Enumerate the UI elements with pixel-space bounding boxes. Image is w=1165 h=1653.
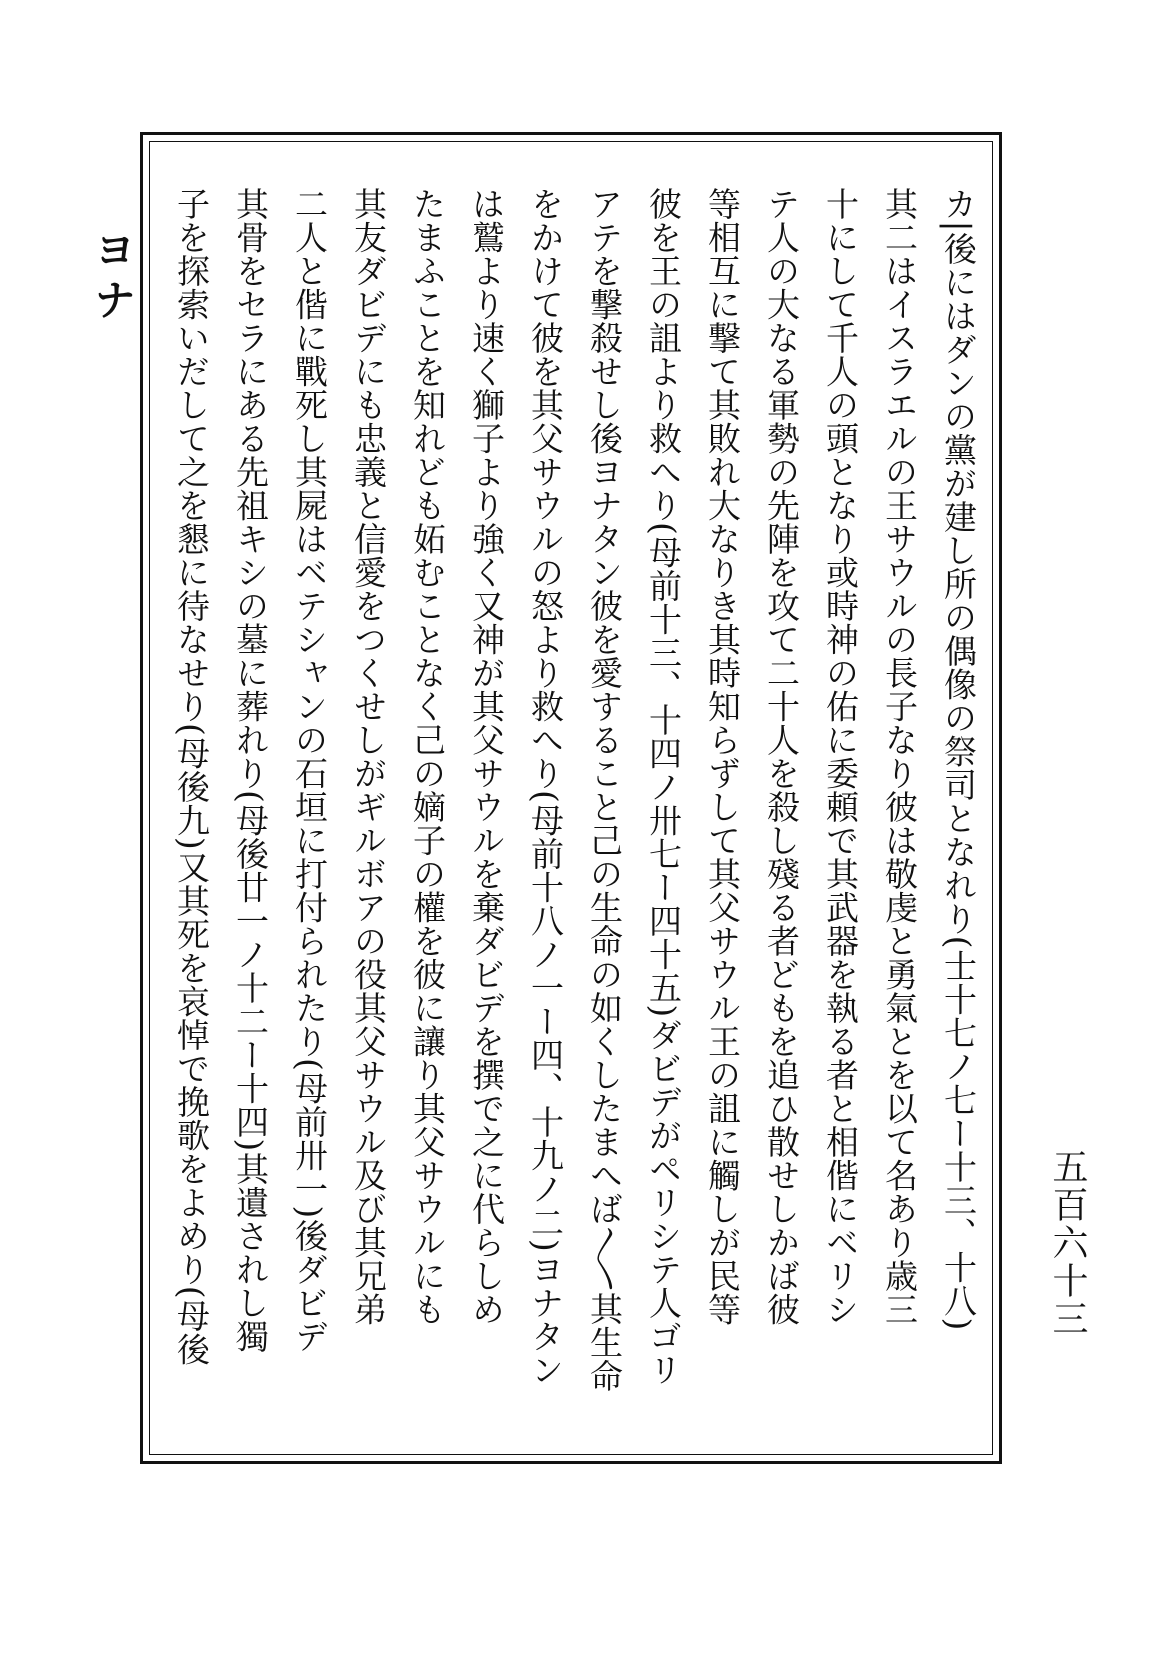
page-number: 五百六十三: [1047, 1148, 1088, 1338]
text-column: たまふことを知れども妬むことなく己の嫡子の權を彼に讓り其父サウルにも: [408, 187, 447, 1326]
text-column: 其二はイスラエルの王サウルの長子なり彼は敬虔と勇氣とを以て名あり歳三: [880, 187, 919, 1326]
text-column: テ人の大なる軍勢の先陣を攻て二十人を殺し殘る者どもを追ひ散せしかば彼: [762, 187, 801, 1326]
text-column: は鷲より速く獅子より強く又神が其父サウルを棄ダビデを撰で之に代らしめ: [467, 187, 506, 1326]
text-column: アテを撃殺せし後ヨナタン彼を愛すること己の生命の如くしたまへば〳〵其生命: [585, 187, 624, 1393]
text-column: 二人と偕に戰死し其屍はベテシャンの石垣に打付られたり(母前卅一)後ダビデ: [290, 187, 329, 1353]
text-column: カ|後にはダンの黨が建し所の偶像の祭司となれり(士十七ノ七ー十三、十八): [939, 187, 978, 1331]
text-body: [165, 187, 978, 1423]
vertical-text-columns: [165, 187, 985, 1423]
text-column: 其友ダビデにも忠義と信愛をつくせしがギルボアの役其父サウル及び其兄弟: [349, 187, 388, 1326]
running-header: ヨナ: [88, 228, 137, 328]
text-column: 等相互に撃て其敗れ大なりき其時知らずして其父サウル王の詛に觸しが民等: [703, 187, 742, 1326]
text-column: 子を探索いだして之を懇に待なせり(母後九)又其死を哀悼で挽歌をよめり(母後: [172, 187, 211, 1367]
page-frame: [140, 132, 1002, 1464]
text-column: をかけて彼を其父サウルの怒より救へり(母前十八ノ一ー四、十九ノ二)ヨナタン: [526, 187, 565, 1387]
text-column: 彼を王の詛より救へり(母前十三、十四ノ卅七ー四十五)ダビデがペリシテ人ゴリ: [644, 187, 683, 1387]
text-column: 其骨をセラにある先祖キシの墓に葬れり(母後廿一ノ十二ー十四)其遺されし獨: [231, 187, 270, 1353]
text-column: 十にして千人の頭となり或時神の佑に委頼で其武器を執る者と相偕にベリシ: [821, 187, 860, 1326]
